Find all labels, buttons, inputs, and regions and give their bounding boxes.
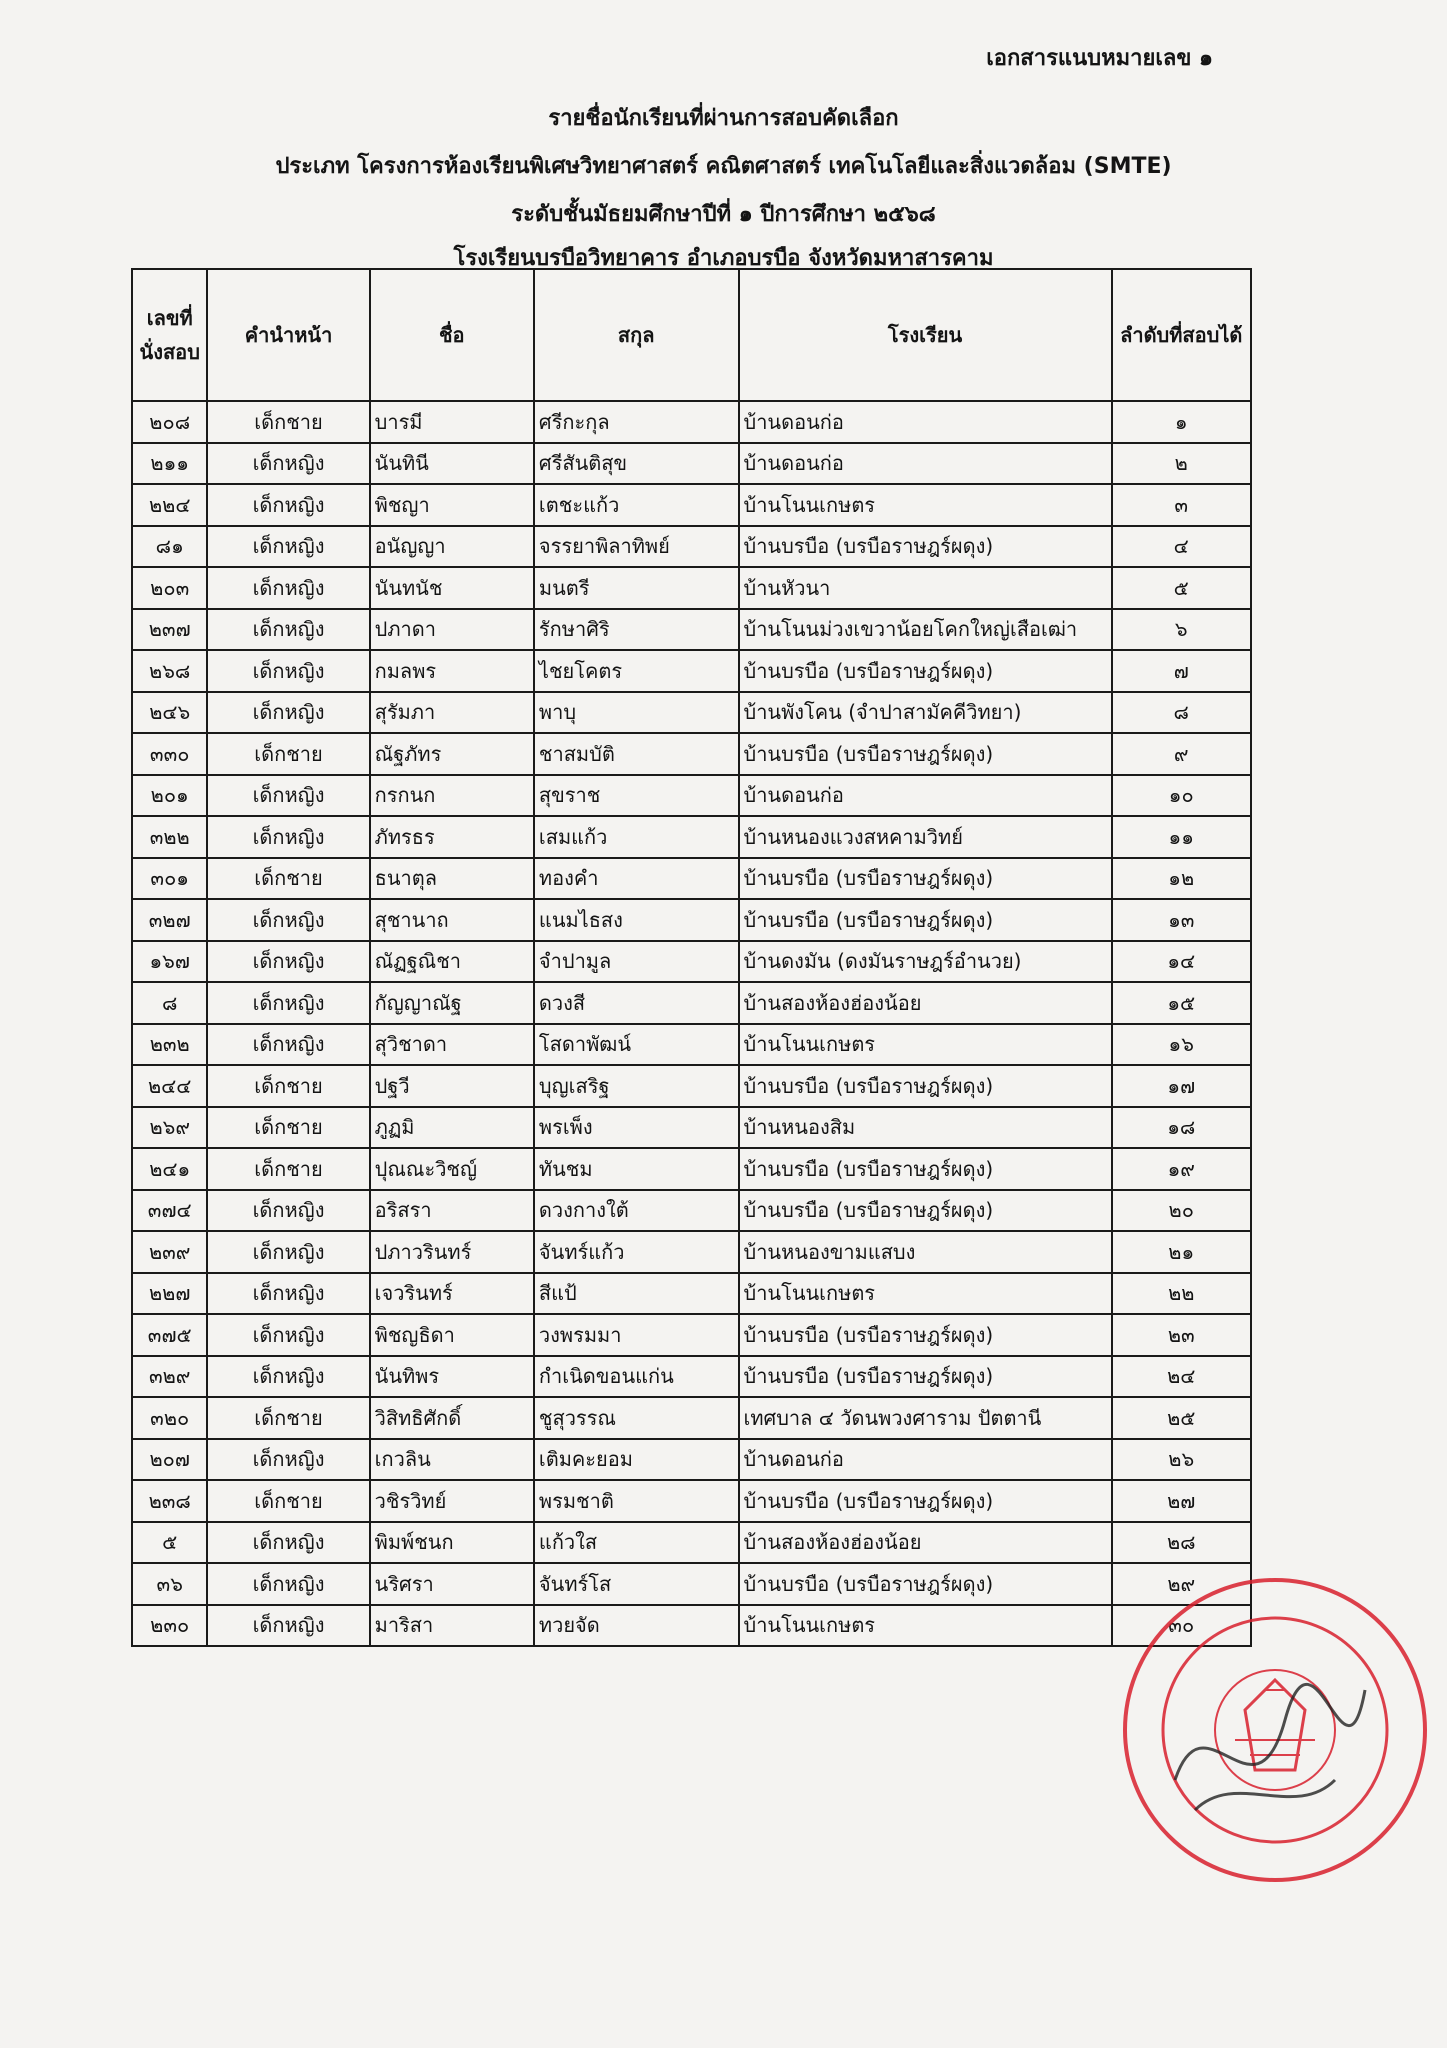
table-row [132,982,1251,1024]
cell-seat: ๒๖๘ [132,650,207,692]
cell-first-name: ธนาตุล [370,858,534,900]
cell-school: บ้านสองห้องฮ่องน้อย [739,982,1112,1024]
cell-seat: ๓๗๕ [132,1314,207,1356]
cell-rank: ๑๖ [1112,1024,1252,1066]
cell-prefix: เด็กชาย [207,401,369,443]
cell-first-name: วิสิทธิศักดิ์ [370,1397,534,1439]
level-line: ระดับชั้นมัธยมศึกษาปีที่ ๑ ปีการศึกษา ๒๕๖๘ [511,202,936,227]
cell-last-name: โสดาพัฒน์ [534,1024,739,1066]
table-row [132,1480,1251,1522]
cell-school: บ้านโนนเกษตร [739,1273,1112,1315]
cell-seat: ๑๖๗ [132,941,207,983]
cell-last-name: ไชยโคตร [534,650,739,692]
cell-prefix: เด็กหญิง [207,650,369,692]
header-rank: ลำดับที่สอบได้ [1112,269,1252,401]
attachment-note: เอกสารแนบหมายเลข ๑ [986,46,1213,71]
cell-school: บ้านบรบือ (บรบือราษฎร์ผดุง) [739,733,1112,775]
table-row [132,401,1251,443]
cell-last-name: ทวยจัด [534,1605,739,1647]
table-row [132,567,1251,609]
cell-seat: ๒๑๑ [132,443,207,485]
header-seat: เลขที่นั่งสอบ [132,269,207,401]
cell-first-name: สุชานาถ [370,899,534,941]
cell-last-name: มนตรี [534,567,739,609]
header-prefix: คำนำหน้า [207,269,369,401]
cell-rank: ๕ [1112,567,1252,609]
cell-last-name: พาบุ [534,692,739,734]
cell-school: บ้านโนนม่วงเขวาน้อยโคกใหญ่เสือเฒ่า [739,609,1112,651]
cell-seat: ๘๑ [132,526,207,568]
cell-last-name: ชูสุวรรณ [534,1397,739,1439]
table-row [132,858,1251,900]
cell-seat: ๓๒๙ [132,1356,207,1398]
cell-seat: ๒๓๒ [132,1024,207,1066]
cell-school: บ้านดอนก่อ [739,401,1112,443]
cell-rank: ๑๘ [1112,1107,1252,1149]
cell-last-name: จรรยาพิลาทิพย์ [534,526,739,568]
cell-school: บ้านโนนเกษตร [739,1024,1112,1066]
cell-first-name: พิมพ์ชนก [370,1522,534,1564]
cell-prefix: เด็กหญิง [207,941,369,983]
cell-school: บ้านบรบือ (บรบือราษฎร์ผดุง) [739,526,1112,568]
table-row [132,1148,1251,1190]
cell-last-name: จำปามูล [534,941,739,983]
cell-rank: ๒๘ [1112,1522,1252,1564]
cell-seat: ๒๒๗ [132,1273,207,1315]
cell-school: บ้านดอนก่อ [739,775,1112,817]
cell-last-name: พรเพ็ง [534,1107,739,1149]
cell-rank: ๑๙ [1112,1148,1252,1190]
cell-school: บ้านหนองสิม [739,1107,1112,1149]
table-body [132,401,1251,1646]
cell-prefix: เด็กหญิง [207,443,369,485]
table-row [132,1231,1251,1273]
cell-school: บ้านบรบือ (บรบือราษฎร์ผดุง) [739,899,1112,941]
cell-rank: ๒๕ [1112,1397,1252,1439]
cell-last-name: ดวงกางใต้ [534,1190,739,1232]
table-row [132,1356,1251,1398]
cell-rank: ๑๓ [1112,899,1252,941]
cell-prefix: เด็กหญิง [207,1563,369,1605]
cell-prefix: เด็กชาย [207,858,369,900]
cell-prefix: เด็กหญิง [207,1190,369,1232]
cell-rank: ๗ [1112,650,1252,692]
cell-first-name: ปุณณะวิชญ์ [370,1148,534,1190]
table-row [132,1522,1251,1564]
cell-rank: ๒๔ [1112,1356,1252,1398]
cell-prefix: เด็กหญิง [207,1314,369,1356]
cell-first-name: ภูฏมิ [370,1107,534,1149]
cell-school: บ้านบรบือ (บรบือราษฎร์ผดุง) [739,650,1112,692]
cell-first-name: อริสรา [370,1190,534,1232]
cell-first-name: บารมี [370,401,534,443]
cell-seat: ๒๓๘ [132,1480,207,1522]
cell-prefix: เด็กชาย [207,1107,369,1149]
table-row [132,941,1251,983]
cell-prefix: เด็กหญิง [207,982,369,1024]
cell-school: บ้านหนองแวงสหคามวิทย์ [739,816,1112,858]
cell-first-name: ปฐวี [370,1065,534,1107]
cell-rank: ๒๐ [1112,1190,1252,1232]
cell-school: บ้านบรบือ (บรบือราษฎร์ผดุง) [739,1563,1112,1605]
school-seal-icon [1115,1570,1435,1890]
cell-prefix: เด็กชาย [207,1480,369,1522]
header-last-name: สกุล [534,269,739,401]
cell-prefix: เด็กหญิง [207,1024,369,1066]
cell-school: บ้านบรบือ (บรบือราษฎร์ผดุง) [739,1314,1112,1356]
cell-last-name: สีแป้ [534,1273,739,1315]
header-school: โรงเรียน [739,269,1112,401]
cell-school: บ้านบรบือ (บรบือราษฎร์ผดุง) [739,1190,1112,1232]
cell-first-name: นันทนัช [370,567,534,609]
cell-prefix: เด็กชาย [207,1397,369,1439]
cell-prefix: เด็กหญิง [207,1605,369,1647]
cell-first-name: พิชญธิดา [370,1314,534,1356]
cell-last-name: ศรีสันติสุข [534,443,739,485]
cell-school: บ้านดอนก่อ [739,1439,1112,1481]
table-row [132,1273,1251,1315]
cell-seat: ๒๐๓ [132,567,207,609]
cell-seat: ๒๐๘ [132,401,207,443]
cell-seat: ๒๓๐ [132,1605,207,1647]
cell-school: บ้านดอนก่อ [739,443,1112,485]
school-line: โรงเรียนบรบือวิทยาคาร อำเภอบรบือ จังหวัดมหาสารคาม [453,246,994,271]
cell-first-name: ปภาดา [370,609,534,651]
cell-school: บ้านโนนเกษตร [739,484,1112,526]
cell-prefix: เด็กชาย [207,1065,369,1107]
program-line: ประเภท โครงการห้องเรียนพิเศษวิทยาศาสตร์ คณิตศาสตร์ เทคโนโลยีและสิ่งแวดล้อม (SMTE) [275,154,1172,179]
cell-first-name: ณัฐภัทร [370,733,534,775]
cell-prefix: เด็กหญิง [207,484,369,526]
cell-prefix: เด็กหญิง [207,1231,369,1273]
cell-first-name: ณัฏฐณิชา [370,941,534,983]
cell-rank: ๑๐ [1112,775,1252,817]
cell-prefix: เด็กหญิง [207,526,369,568]
table-row [132,484,1251,526]
table-row [132,1605,1251,1647]
cell-rank: ๑๗ [1112,1065,1252,1107]
table-row [132,1024,1251,1066]
table-row [132,1314,1251,1356]
cell-first-name: กรกนก [370,775,534,817]
cell-rank: ๓๐ [1112,1605,1252,1647]
cell-first-name: ภัทรธร [370,816,534,858]
cell-last-name: แก้วใส [534,1522,739,1564]
cell-school: บ้านบรบือ (บรบือราษฎร์ผดุง) [739,1065,1112,1107]
cell-last-name: กำเนิดขอนแก่น [534,1356,739,1398]
cell-first-name: มาริสา [370,1605,534,1647]
cell-first-name: นริศรา [370,1563,534,1605]
cell-seat: ๒๖๙ [132,1107,207,1149]
cell-seat: ๓๒๐ [132,1397,207,1439]
cell-rank: ๒๑ [1112,1231,1252,1273]
table-row [132,899,1251,941]
cell-first-name: นันทินี [370,443,534,485]
cell-seat: ๓๒๗ [132,899,207,941]
table-row [132,816,1251,858]
cell-last-name: จันทร์โส [534,1563,739,1605]
cell-seat: ๘ [132,982,207,1024]
table-row [132,609,1251,651]
table-row [132,1190,1251,1232]
cell-seat: ๒๓๗ [132,609,207,651]
table-row [132,443,1251,485]
table-row [132,1065,1251,1107]
cell-last-name: บุญเสริฐ [534,1065,739,1107]
cell-seat: ๓๓๐ [132,733,207,775]
cell-school: เทศบาล ๔ วัดนพวงศาราม ปัตตานี [739,1397,1112,1439]
cell-prefix: เด็กหญิง [207,692,369,734]
cell-prefix: เด็กหญิง [207,1273,369,1315]
cell-last-name: เติมคะยอม [534,1439,739,1481]
table-header-row [132,269,1251,401]
cell-last-name: เตชะแก้ว [534,484,739,526]
cell-last-name: ศรีกะกุล [534,401,739,443]
cell-rank: ๒๖ [1112,1439,1252,1481]
cell-last-name: ทองคำ [534,858,739,900]
cell-rank: ๑๒ [1112,858,1252,900]
cell-seat: ๒๐๑ [132,775,207,817]
cell-prefix: เด็กหญิง [207,609,369,651]
cell-school: บ้านบรบือ (บรบือราษฎร์ผดุง) [739,1480,1112,1522]
cell-seat: ๓๗๔ [132,1190,207,1232]
cell-prefix: เด็กชาย [207,1148,369,1190]
cell-first-name: กัญญาณัฐ [370,982,534,1024]
cell-seat: ๒๒๔ [132,484,207,526]
cell-last-name: รักษาศิริ [534,609,739,651]
header-first-name: ชื่อ [370,269,534,401]
cell-school: บ้านดงมัน (ดงมันราษฎร์อำนวย) [739,941,1112,983]
cell-rank: ๒ [1112,443,1252,485]
cell-first-name: สุวิชาดา [370,1024,534,1066]
cell-rank: ๑ [1112,401,1252,443]
student-table [131,268,1252,1647]
cell-prefix: เด็กหญิง [207,1439,369,1481]
cell-rank: ๔ [1112,526,1252,568]
cell-last-name: แนมไธสง [534,899,739,941]
table-row [132,1439,1251,1481]
table-row [132,1563,1251,1605]
cell-prefix: เด็กหญิง [207,1356,369,1398]
cell-rank: ๑๔ [1112,941,1252,983]
table-row [132,733,1251,775]
cell-seat: ๒๐๗ [132,1439,207,1481]
cell-first-name: อนัญญา [370,526,534,568]
cell-last-name: จันทร์แก้ว [534,1231,739,1273]
cell-last-name: ทันชม [534,1148,739,1190]
cell-last-name: เสมแก้ว [534,816,739,858]
table-row [132,650,1251,692]
cell-rank: ๘ [1112,692,1252,734]
table-row [132,526,1251,568]
table-row [132,775,1251,817]
cell-prefix: เด็กหญิง [207,775,369,817]
table-row [132,692,1251,734]
cell-school: บ้านบรบือ (บรบือราษฎร์ผดุง) [739,1148,1112,1190]
cell-school: บ้านพังโคน (จำปาสามัคคีวิทยา) [739,692,1112,734]
cell-first-name: พิชญา [370,484,534,526]
cell-school: บ้านโนนเกษตร [739,1605,1112,1647]
cell-rank: ๙ [1112,733,1252,775]
cell-rank: ๒๓ [1112,1314,1252,1356]
cell-last-name: ชาสมบัติ [534,733,739,775]
cell-school: บ้านบรบือ (บรบือราษฎร์ผดุง) [739,858,1112,900]
cell-first-name: นันทิพร [370,1356,534,1398]
cell-last-name: วงพรมมา [534,1314,739,1356]
document-title: รายชื่อนักเรียนที่ผ่านการสอบคัดเลือก [548,106,899,131]
cell-last-name: พรมชาติ [534,1480,739,1522]
cell-school: บ้านหนองขามแสบง [739,1231,1112,1273]
cell-rank: ๑๑ [1112,816,1252,858]
cell-first-name: ปภาวรินทร์ [370,1231,534,1273]
cell-school: บ้านบรบือ (บรบือราษฎร์ผดุง) [739,1356,1112,1398]
cell-prefix: เด็กหญิง [207,899,369,941]
cell-seat: ๒๔๔ [132,1065,207,1107]
cell-seat: ๒๓๙ [132,1231,207,1273]
cell-first-name: สุรัมภา [370,692,534,734]
cell-rank: ๖ [1112,609,1252,651]
cell-last-name: สุขราช [534,775,739,817]
table-row [132,1397,1251,1439]
cell-prefix: เด็กหญิง [207,816,369,858]
cell-seat: ๓๖ [132,1563,207,1605]
cell-seat: ๒๔๖ [132,692,207,734]
cell-first-name: เกวลิน [370,1439,534,1481]
cell-rank: ๒๒ [1112,1273,1252,1315]
cell-seat: ๓๐๑ [132,858,207,900]
cell-seat: ๕ [132,1522,207,1564]
cell-rank: ๒๗ [1112,1480,1252,1522]
cell-first-name: วชิรวิทย์ [370,1480,534,1522]
cell-prefix: เด็กชาย [207,733,369,775]
cell-first-name: กมลพร [370,650,534,692]
table-row [132,1107,1251,1149]
cell-school: บ้านหัวนา [739,567,1112,609]
cell-school: บ้านสองห้องฮ่องน้อย [739,1522,1112,1564]
cell-rank: ๒๙ [1112,1563,1252,1605]
cell-prefix: เด็กหญิง [207,567,369,609]
cell-prefix: เด็กหญิง [207,1522,369,1564]
cell-seat: ๒๔๑ [132,1148,207,1190]
cell-rank: ๓ [1112,484,1252,526]
cell-first-name: เจวรินทร์ [370,1273,534,1315]
cell-rank: ๑๕ [1112,982,1252,1024]
cell-seat: ๓๒๒ [132,816,207,858]
cell-last-name: ดวงสี [534,982,739,1024]
